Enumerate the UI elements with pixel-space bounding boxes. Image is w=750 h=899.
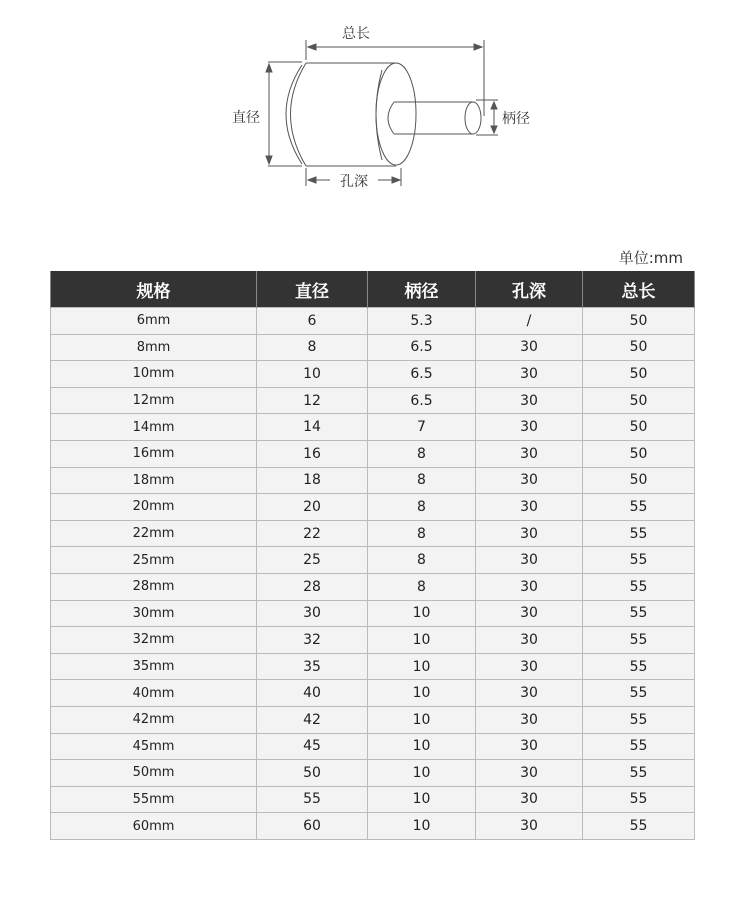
column-header: 孔深 (476, 271, 583, 308)
tool-dimension-diagram (220, 20, 540, 200)
table-cell: 50 (583, 467, 695, 494)
table-cell: 60 (257, 813, 368, 840)
table-cell: 55 (583, 494, 695, 521)
table-cell: 25 (257, 547, 368, 574)
unit-label: 单位:mm (618, 249, 683, 267)
table-cell: 55 (583, 760, 695, 787)
table-cell: 30 (476, 760, 583, 787)
table-cell: 32 (257, 627, 368, 654)
table-row (51, 786, 695, 813)
table-cell: 20 (257, 494, 368, 521)
table-row (51, 653, 695, 680)
table-header-row (51, 271, 695, 308)
table-cell: 10mm (51, 361, 257, 388)
table-row (51, 627, 695, 654)
table-cell: 55 (583, 680, 695, 707)
table-row (51, 467, 695, 494)
column-header: 总长 (583, 271, 695, 308)
table-row (51, 680, 695, 707)
table-cell: / (476, 308, 583, 335)
table-cell: 20mm (51, 494, 257, 521)
table-cell: 8 (368, 547, 476, 574)
table-cell: 30 (476, 334, 583, 361)
table-cell: 40mm (51, 680, 257, 707)
table-cell: 16 (257, 440, 368, 467)
table-cell: 30 (476, 361, 583, 388)
table-cell: 30 (476, 813, 583, 840)
table-cell: 14mm (51, 414, 257, 441)
table-row (51, 760, 695, 787)
table-cell: 10 (368, 733, 476, 760)
table-cell: 25mm (51, 547, 257, 574)
table-cell: 50 (583, 440, 695, 467)
table-cell: 40 (257, 680, 368, 707)
table-cell: 10 (368, 760, 476, 787)
table-cell: 22mm (51, 520, 257, 547)
table-cell: 35 (257, 653, 368, 680)
table-cell: 10 (257, 361, 368, 388)
table-cell: 12 (257, 387, 368, 414)
table-cell: 18mm (51, 467, 257, 494)
table-row (51, 813, 695, 840)
table-cell: 8 (257, 334, 368, 361)
table-cell: 50 (583, 308, 695, 335)
table-cell: 22 (257, 520, 368, 547)
table-cell: 6.5 (368, 361, 476, 388)
table-row (51, 733, 695, 760)
table-cell: 8mm (51, 334, 257, 361)
table-cell: 28mm (51, 573, 257, 600)
table-cell: 55 (583, 547, 695, 574)
table-cell: 16mm (51, 440, 257, 467)
table-cell: 55 (583, 813, 695, 840)
table-cell: 8 (368, 494, 476, 521)
table-cell: 10 (368, 680, 476, 707)
table-cell: 55 (583, 600, 695, 627)
table-row (51, 706, 695, 733)
table-cell: 30 (476, 440, 583, 467)
table-cell: 8 (368, 573, 476, 600)
table-row (51, 520, 695, 547)
table-cell: 5.3 (368, 308, 476, 335)
table-cell: 42 (257, 706, 368, 733)
column-header: 规格 (51, 271, 257, 308)
table-cell: 30mm (51, 600, 257, 627)
table-row (51, 361, 695, 388)
table-cell: 45 (257, 733, 368, 760)
table-cell: 12mm (51, 387, 257, 414)
shank-diameter-label: 柄径 (502, 111, 530, 127)
table-cell: 7 (368, 414, 476, 441)
table-row (51, 440, 695, 467)
table-row (51, 547, 695, 574)
table-cell: 30 (476, 733, 583, 760)
table-cell: 30 (476, 706, 583, 733)
table-cell: 30 (476, 414, 583, 441)
column-header: 柄径 (368, 271, 476, 308)
table-row (51, 414, 695, 441)
table-cell: 55 (583, 733, 695, 760)
table-cell: 6 (257, 308, 368, 335)
table-cell: 30 (476, 467, 583, 494)
table-cell: 60mm (51, 813, 257, 840)
table-cell: 30 (476, 520, 583, 547)
table-cell: 32mm (51, 627, 257, 654)
table-cell: 55 (583, 573, 695, 600)
table-cell: 55 (583, 653, 695, 680)
table-cell: 28 (257, 573, 368, 600)
table-cell: 30 (476, 494, 583, 521)
table-cell: 10 (368, 653, 476, 680)
table-cell: 45mm (51, 733, 257, 760)
spec-table (50, 271, 695, 840)
table-row (51, 334, 695, 361)
table-cell: 14 (257, 414, 368, 441)
table-cell: 8 (368, 440, 476, 467)
table-cell: 6mm (51, 308, 257, 335)
table-cell: 6.5 (368, 334, 476, 361)
table-cell: 50 (583, 361, 695, 388)
table-cell: 55 (583, 520, 695, 547)
table-cell: 50mm (51, 760, 257, 787)
table-cell: 10 (368, 786, 476, 813)
table-cell: 30 (257, 600, 368, 627)
table-cell: 8 (368, 467, 476, 494)
table-cell: 10 (368, 706, 476, 733)
column-header: 直径 (257, 271, 368, 308)
table-cell: 30 (476, 573, 583, 600)
table-cell: 30 (476, 600, 583, 627)
table-cell: 10 (368, 813, 476, 840)
total-length-label: 总长 (342, 26, 370, 42)
table-cell: 18 (257, 467, 368, 494)
table-cell: 55 (583, 706, 695, 733)
table-row (51, 308, 695, 335)
table-row (51, 600, 695, 627)
table-cell: 10 (368, 627, 476, 654)
table-cell: 6.5 (368, 387, 476, 414)
table-cell: 42mm (51, 706, 257, 733)
table-cell: 30 (476, 653, 583, 680)
table-row (51, 573, 695, 600)
table-cell: 55 (257, 786, 368, 813)
diameter-label: 直径 (232, 110, 260, 126)
hole-depth-label: 孔深 (340, 174, 368, 190)
table-row (51, 387, 695, 414)
table-cell: 55mm (51, 786, 257, 813)
table-cell: 30 (476, 547, 583, 574)
table-cell: 10 (368, 600, 476, 627)
table-cell: 30 (476, 786, 583, 813)
table-cell: 50 (583, 414, 695, 441)
table-cell: 50 (583, 387, 695, 414)
table-cell: 50 (583, 334, 695, 361)
table-cell: 30 (476, 680, 583, 707)
table-cell: 30 (476, 387, 583, 414)
table-cell: 30 (476, 627, 583, 654)
table-cell: 55 (583, 627, 695, 654)
table-cell: 8 (368, 520, 476, 547)
table-cell: 35mm (51, 653, 257, 680)
table-cell: 50 (257, 760, 368, 787)
table-cell: 55 (583, 786, 695, 813)
table-row (51, 494, 695, 521)
